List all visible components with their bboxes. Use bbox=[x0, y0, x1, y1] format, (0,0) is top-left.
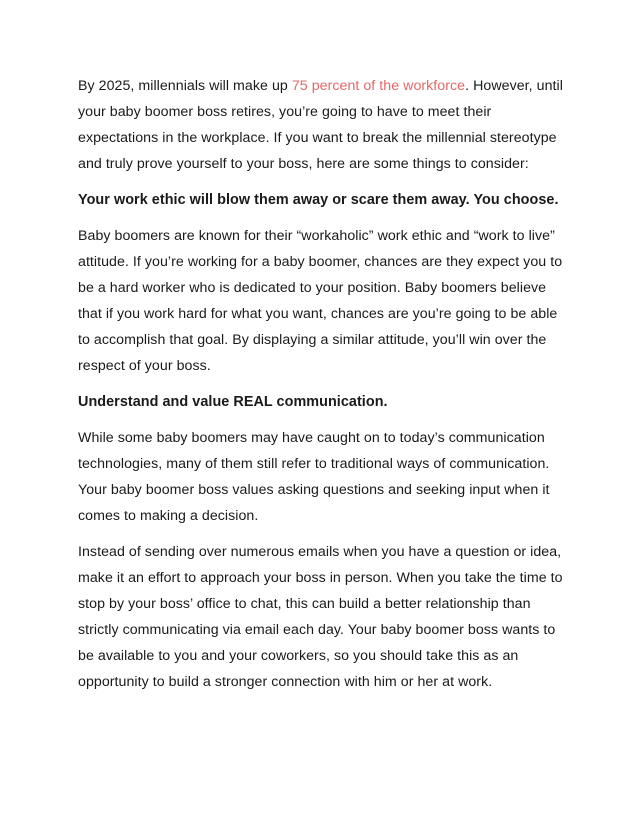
workforce-statistic-link[interactable]: 75 percent of the workforce bbox=[291, 78, 466, 94]
section-heading-communication: Understand and value REAL communication. bbox=[78, 394, 388, 410]
work-ethic-paragraph: Baby boomers are known for their “workaholic” work ethic and “work to live” attitude. If you’re working for a baby boomer, chances are they expect you to be a hard worker who is dedicated to your position. Baby boomers believe that if you work hard for what you want, chances are you’re going to be able to accomplish that goal. By displaying a similar attitude, you’ll win over the respect of your boss. bbox=[78, 228, 563, 374]
document-page bbox=[78, 73, 570, 695]
intro-paragraph bbox=[78, 73, 570, 177]
in-person-paragraph: Instead of sending over numerous emails when you have a question or idea, make it an effort to approach your boss in person. When you take the time to stop by your boss’ office to chat, this can build a better relationship than strictly communicating via email each day. Your baby boomer boss wants to be available to you and your coworkers, so you should take this as an opportunity to build a stronger connection with him or her at work. bbox=[78, 544, 563, 690]
intro-text-after-link: . However, until your baby boomer boss retires, you’re going to have to meet their expectations in the workplace. If you want to break the millennial stereotype and truly prove yourself to your boss, here are some things to consider: bbox=[78, 78, 563, 172]
section-heading-work-ethic: Your work ethic will blow them away or scare them away. You choose. bbox=[78, 192, 559, 208]
intro-text-before-link: By 2025, millennials will make up bbox=[78, 78, 292, 94]
communication-paragraph: While some baby boomers may have caught on to today’s communication technologies, many of them still refer to traditional ways of communication. Your baby boomer boss values asking questions and seeking input when it comes to making a decision. bbox=[78, 430, 550, 524]
